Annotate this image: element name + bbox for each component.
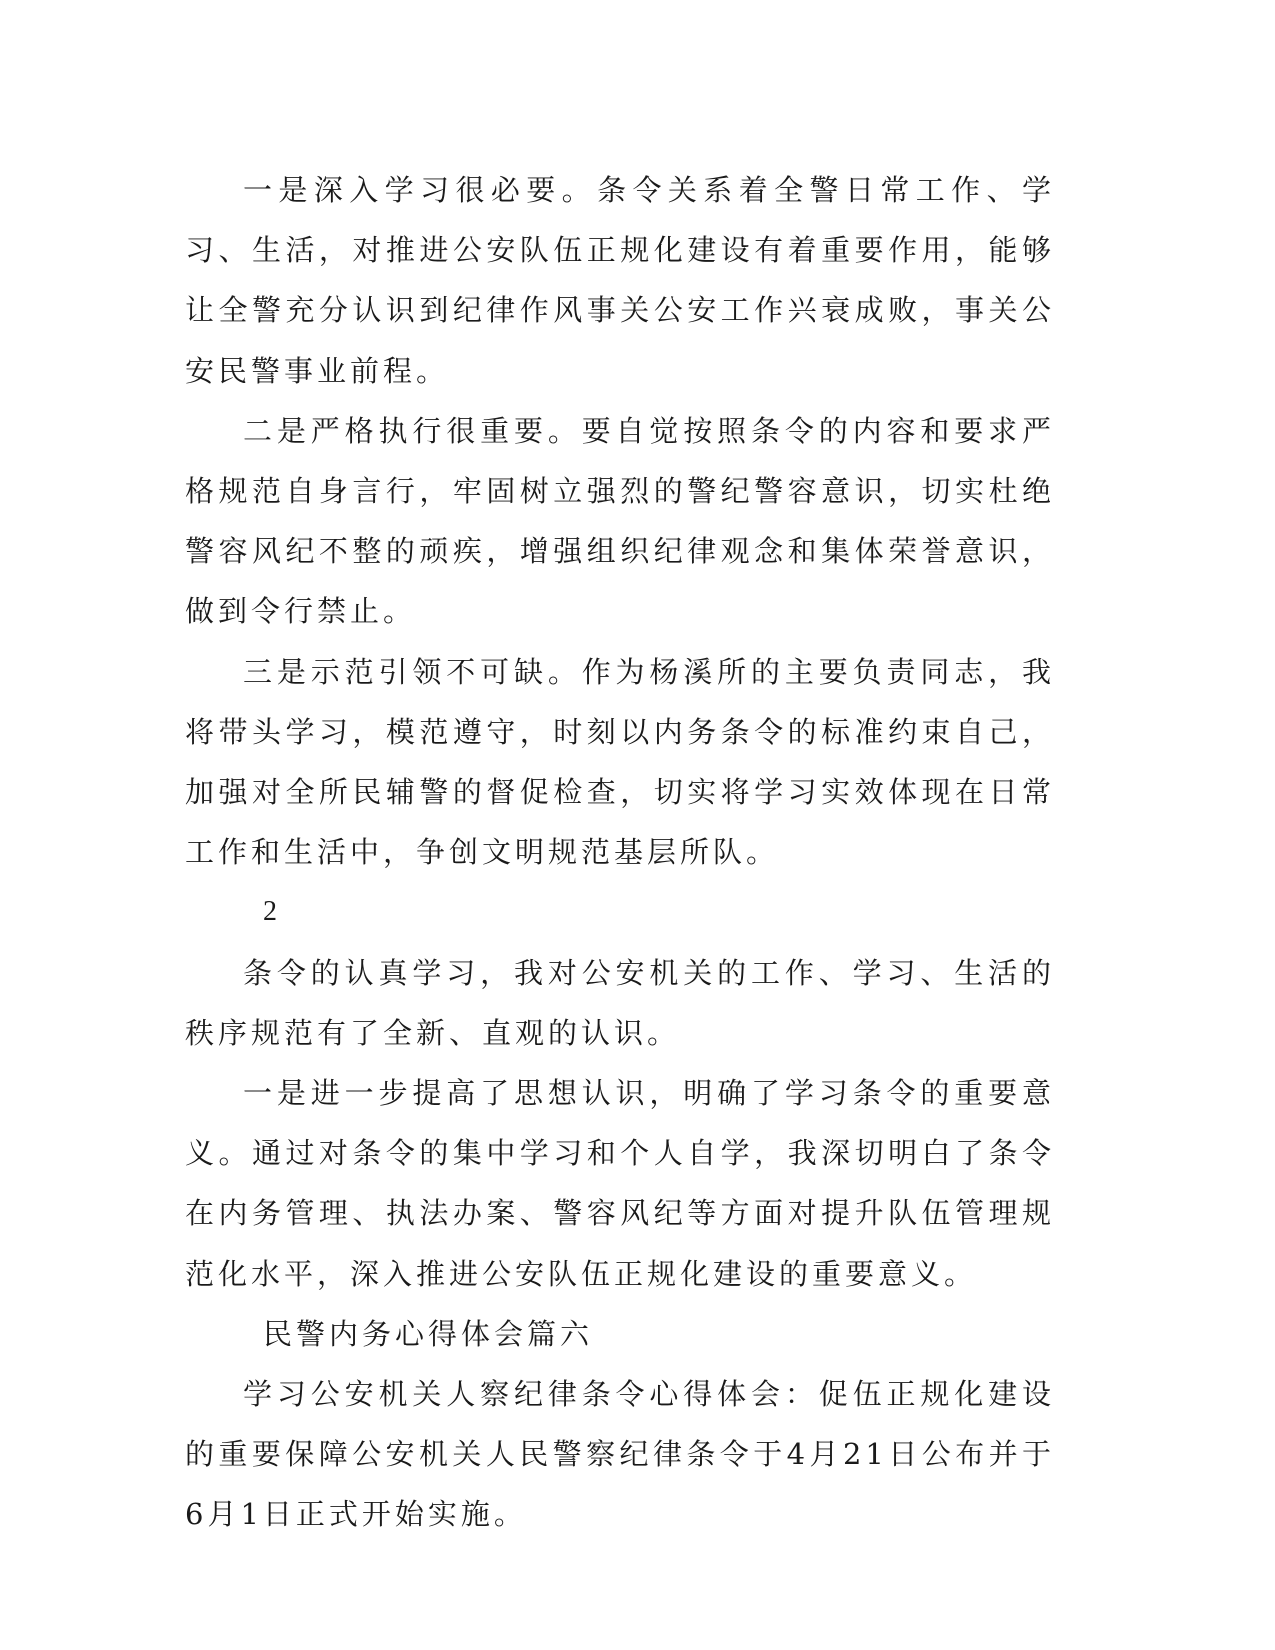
document-body (185, 160, 1055, 1545)
section-number: 2 (263, 896, 277, 928)
paragraph-4: 条令的认真学习，我对公安机关的工作、学习、生活的秩序规范有了全新、直观的认识。 (185, 955, 1055, 1050)
paragraph-5: 一是进一步提高了思想认识，明确了学习条令的重要意义。通过对条令的集中学习和个人自学，我深切明白了条令在内务管理、执法办案、警容风纪等方面对提升队伍管理规范化水平，深入推进公安队伍正规化建设的重要意义。 (185, 1076, 1055, 1291)
paragraph-3: 三是示范引领不可缺。作为杨溪所的主要负责同志，我将带头学习，模范遵守，时刻以内务条令的标准约束自己，加强对全所民辅警的督促检查，切实将学习实效体现在日常工作和生活中，争创文明规范基层所队。 (185, 654, 1055, 870)
section-heading: 民警内务心得体会篇六 (263, 1316, 594, 1351)
paragraph-6: 学习公安机关人察纪律条令心得体会：促伍正规化建设的重要保障公安机关人民警察纪律条令于4月21日公布并于6月1日正式开始实施。 (185, 1377, 1055, 1532)
paragraph-1: 一是深入学习很必要。条令关系着全警日常工作、学习、生活，对推进公安队伍正规化建设有着重要作用，能够让全警充分认识到纪律作风事关公安工作兴衰成败，事关公安民警事业前程。 (185, 173, 1055, 388)
paragraph-2: 二是严格执行很重要。要自觉按照条令的内容和要求严格规范自身言行，牢固树立强烈的警纪警容意识，切实杜绝警容风纪不整的顽疾，增强组织纪律观念和集体荣誉意识，做到令行禁止。 (185, 413, 1055, 629)
